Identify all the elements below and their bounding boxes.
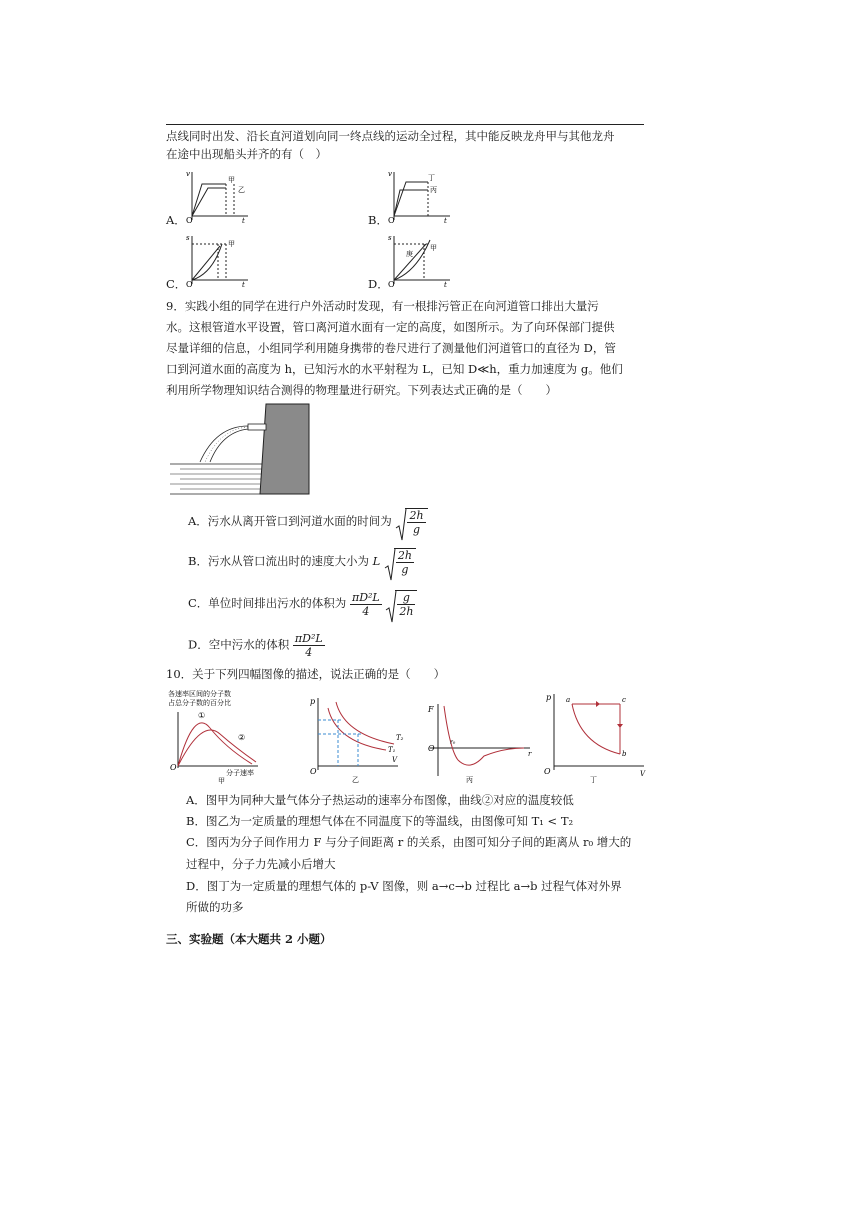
- q10-ding-x: V: [640, 770, 646, 778]
- q8-option-a-label: A．: [166, 213, 186, 227]
- q10-jia-ylabel2: 占总分子数的百分比: [168, 699, 231, 707]
- q9-option-c-text: C．单位时间排出污水的体积为: [188, 596, 347, 610]
- q8a-curve1: 甲: [228, 176, 235, 184]
- q10-bing-r0: r₀: [450, 739, 456, 746]
- q9-c-snum: g: [397, 591, 415, 605]
- q10-bing-name: 丙: [466, 776, 473, 784]
- q8b-x-label: t: [444, 217, 447, 225]
- q10-option-b: B．图乙为一定质量的理想气体在不同温度下的等温线，由图像可知 T₁ < T₂: [186, 814, 574, 828]
- q8-graph-c: [182, 232, 252, 288]
- q9-line4: 口到河道水面的高度为 h，已知污水的水平射程为 L，已知 D≪h，重力加速度为 g。他们: [166, 362, 623, 376]
- q9-c-den: 4: [362, 604, 370, 618]
- q10-yi-x: V: [392, 756, 398, 764]
- q8b-y-label: v: [388, 170, 392, 178]
- q8-stem-line2: 在途中出现船头并齐的有（ ）: [166, 147, 327, 161]
- q9-option-c: [188, 590, 417, 618]
- q9-option-a-text: A．污水从离开管口到河道水面的时间为: [188, 514, 392, 528]
- q10-bing-y: F: [428, 705, 434, 714]
- q9-option-d: [188, 632, 325, 659]
- q8a-x-label: t: [242, 217, 245, 225]
- q9-d-den: 4: [305, 646, 313, 659]
- q9-line3: 尽量详细的信息，小组同学利用随身携带的卷尺进行了测量他们河道管口的直径为 D，管: [166, 341, 616, 355]
- q8d-curve1: 庚: [406, 250, 413, 258]
- q10-jia-curve1: ①: [198, 711, 206, 720]
- q10-figure-ding: [540, 688, 648, 784]
- q9-option-b-text: B．污水从管口流出时的速度大小为: [188, 554, 369, 568]
- q10-figure-yi: [306, 690, 402, 784]
- q8b-origin: O: [388, 216, 395, 225]
- q9-b-den: g: [401, 563, 409, 576]
- q9-a-den: g: [412, 523, 421, 536]
- q8-graph-b: [384, 168, 454, 224]
- q9-b-num: 2h: [397, 549, 412, 562]
- q10-yi-t1: T₁: [388, 746, 396, 754]
- q10-bing-x: r: [528, 750, 532, 758]
- q8d-y-label: s: [388, 234, 392, 242]
- top-rule: [166, 124, 644, 125]
- q8-graph-a: [182, 168, 252, 224]
- q8c-x-label: t: [242, 281, 245, 289]
- q9-option-d-text: D．空中污水的体积: [188, 637, 290, 652]
- q8-option-b-label: B．: [368, 213, 388, 227]
- q9-option-b: [188, 548, 416, 576]
- q8d-x-label: t: [444, 281, 447, 289]
- q10-option-d-line1: D．图丁为一定质量的理想气体的 p-V 图像，则 a→c→b 过程比 a→b 过程气体对外界: [186, 879, 622, 893]
- q10-ding-c: c: [622, 696, 626, 704]
- q10-jia-origin: O: [170, 763, 177, 772]
- q10-ding-name: 丁: [590, 776, 597, 784]
- q8-option-c-label: C．: [166, 277, 187, 291]
- q10-figure-bing: [424, 700, 536, 784]
- q10-bing-origin: O: [428, 744, 435, 753]
- q9-line2: 水。这根管道水平设置，管口离河道水面有一定的高度，如图所示。为了向环保部门提供: [166, 320, 615, 334]
- q10-ding-origin: O: [544, 767, 551, 776]
- q9-option-a-sqrt: [395, 508, 427, 536]
- q10-option-c-line2: 过程中，分子力先减小后增大: [186, 857, 336, 871]
- section-three-heading: 三、实验题（本大题共 2 小题）: [166, 932, 332, 946]
- q8d-curve2: 甲: [430, 244, 437, 252]
- q10-ding-y: p: [546, 693, 552, 702]
- q9-line1: 9．实践小组的同学在进行户外活动时发现，有一根排污管正在向河道管口排出大量污: [166, 299, 599, 313]
- q9-option-c-sqrt: [385, 590, 417, 618]
- q9-pipe-figure: [166, 402, 314, 496]
- q9-c-sden: 2h: [399, 605, 414, 618]
- q8b-curve2: 丙: [430, 186, 437, 194]
- q10-option-d-line2: 所做的功多: [186, 900, 244, 914]
- q8a-origin: O: [186, 216, 193, 225]
- q10-stem: 10．关于下列四幅图像的描述，说法正确的是（ ）: [166, 667, 446, 681]
- q10-jia-name: 甲: [218, 777, 225, 785]
- q8c-y-label: s: [186, 234, 190, 242]
- q10-option-a: A．图甲为同种大量气体分子热运动的速率分布图像，曲线②对应的温度较低: [186, 793, 574, 807]
- q8b-curve1: 丁: [428, 174, 435, 182]
- q10-yi-y: p: [310, 697, 316, 706]
- q10-figure-jia: [166, 688, 296, 784]
- q9-option-a: [188, 508, 428, 536]
- q10-option-c-line1: C．图丙为分子间作用力 F 与分子间距离 r 的关系，由图可知分子间的距离从 r₀ 增大的: [186, 835, 632, 849]
- q9-b-prefix: L: [372, 554, 381, 568]
- q8-option-d-label: D．: [368, 277, 389, 291]
- q9-a-num: 2h: [409, 509, 424, 522]
- q10-jia-xlabel: 分子速率: [226, 769, 254, 777]
- q9-d-num: πD²L: [294, 632, 323, 645]
- q8a-y-label: v: [186, 170, 190, 178]
- q9-line5: 利用所学物理知识结合测得的物理量进行研究。下列表达式正确的是（ ）: [166, 383, 557, 397]
- q10-yi-name: 乙: [352, 776, 359, 784]
- q8a-curve2: 乙: [238, 186, 245, 194]
- q10-jia-ylabel1: 各速率区间的分子数: [168, 690, 231, 698]
- q10-ding-a: a: [566, 696, 571, 704]
- q8-graph-d: [384, 232, 454, 288]
- q10-yi-t2: T₂: [396, 734, 404, 742]
- q8c-curve2: 甲: [228, 240, 235, 248]
- q8c-origin: O: [186, 280, 193, 289]
- q8d-origin: O: [388, 280, 395, 289]
- q10-yi-origin: O: [310, 767, 317, 776]
- q8-stem-line1: 点线同时出发、沿长直河道划向同一终点线的运动全过程，其中能反映龙舟甲与其他龙舟: [166, 129, 615, 143]
- q10-jia-curve2: ②: [238, 733, 246, 742]
- q10-ding-b: b: [622, 750, 627, 758]
- q9-c-num: πD²L: [351, 590, 380, 604]
- q9-option-b-sqrt: [384, 548, 416, 576]
